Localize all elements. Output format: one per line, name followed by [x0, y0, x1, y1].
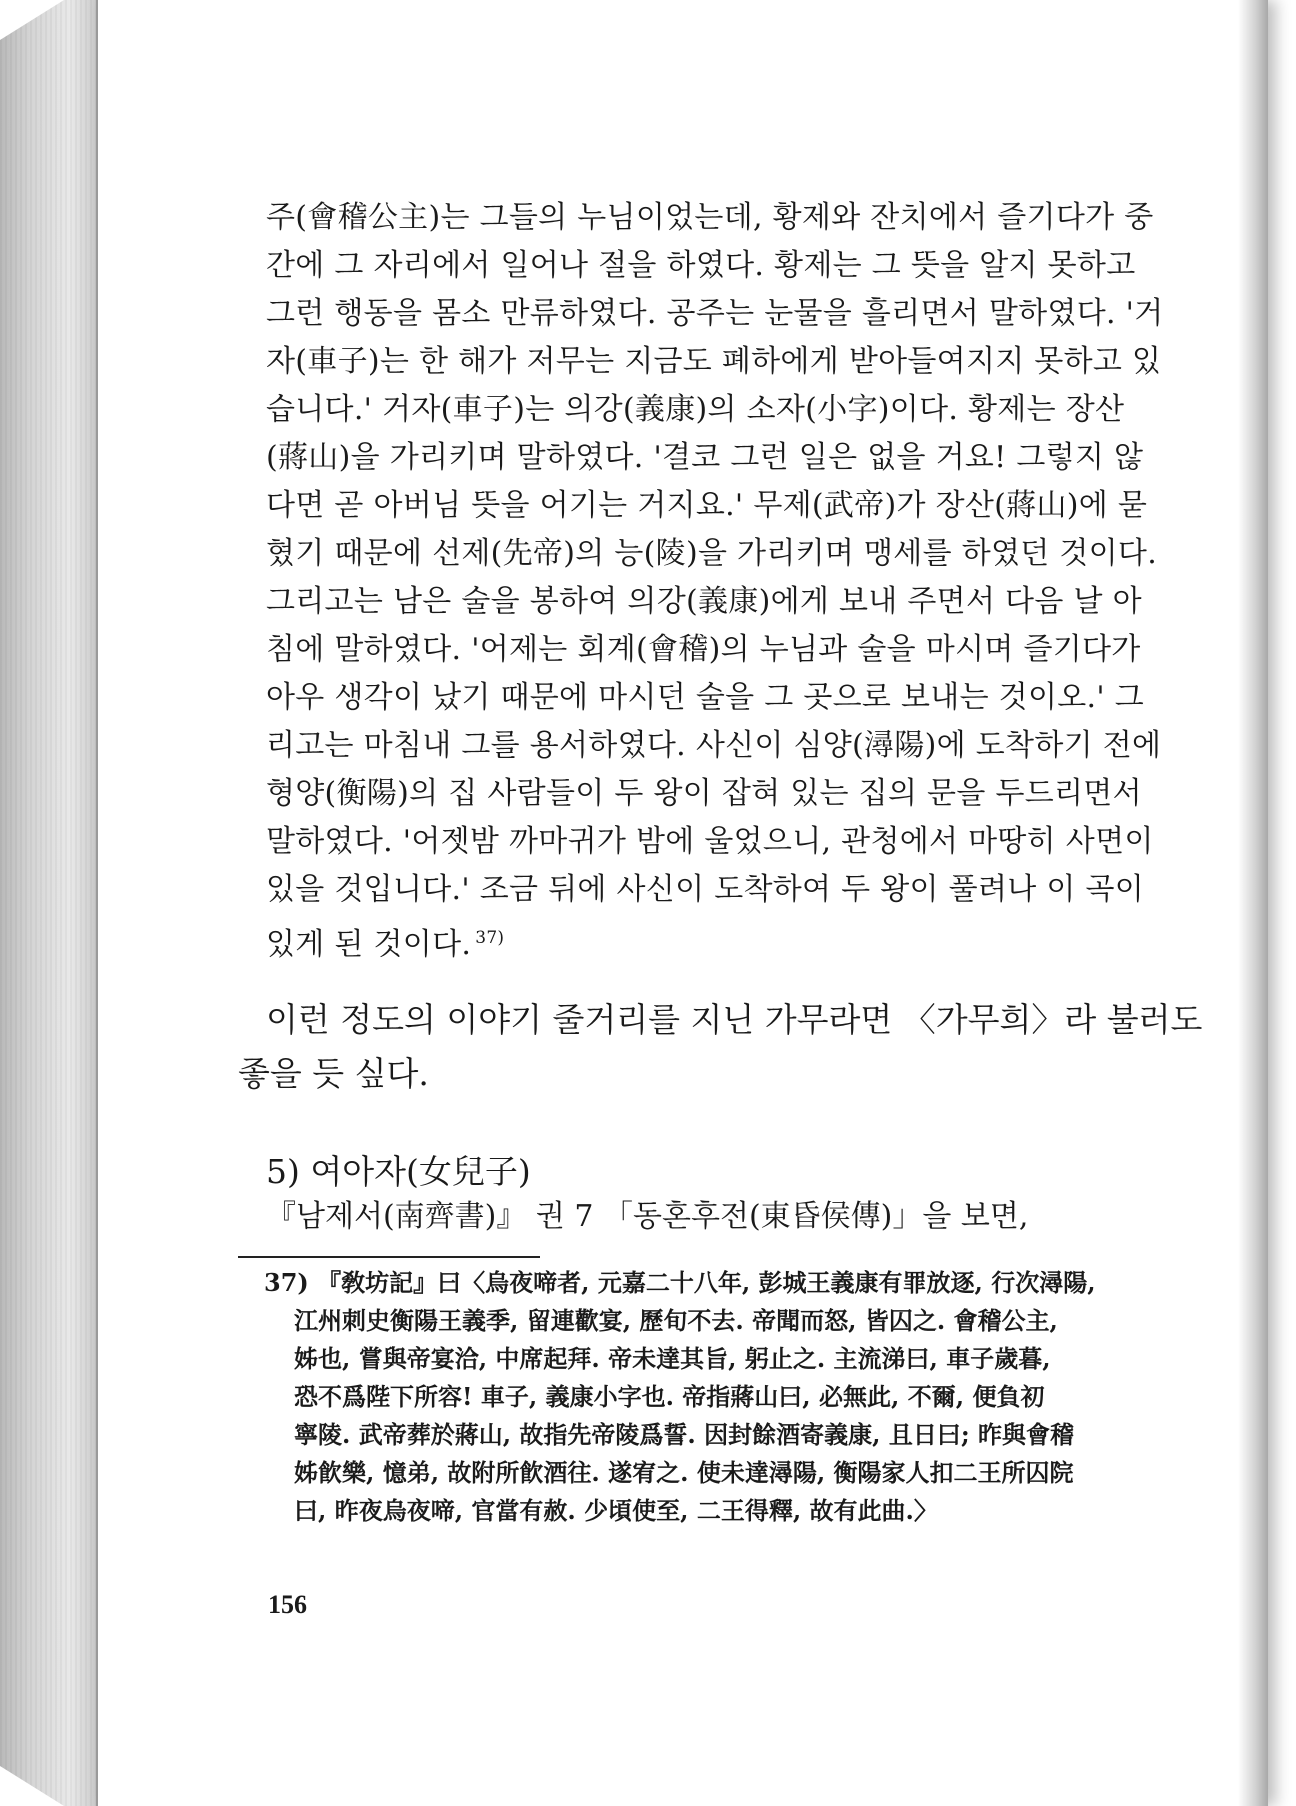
- footnote-line: 姊飮樂, 憶弟, 故附所飮酒往. 遂宥之. 使未達潯陽, 衡陽家人扣二王所囚院: [294, 1458, 1074, 1487]
- footnote-line: 恐不爲陛下所容! 車子, 義康小字也. 帝指蔣山曰, 必無此, 不爾, 便負初: [294, 1382, 1045, 1411]
- quote-line: 침에 말하였다. '어제는 회계(會稽)의 누님과 술을 마시며 즐기다가: [266, 632, 1141, 667]
- footnote-line: 姊也, 嘗與帝宴洽, 中席起拜. 帝未達其旨, 躬止之. 主流涕曰, 車子歲暮,: [294, 1344, 1051, 1373]
- quote-line: 그리고는 남은 술을 봉하여 의강(義康)에게 보내 주면서 다음 날 아: [266, 584, 1142, 619]
- quote-line: 다면 곧 아버님 뜻을 어기는 거지요.' 무제(武帝)가 장산(蔣山)에 묻: [266, 488, 1148, 523]
- quote-line: 아우 생각이 났기 때문에 마시던 술을 그 곳으로 보내는 것이오.' 그: [266, 680, 1145, 715]
- quote-line-text: 있게 된 것이다.: [266, 927, 472, 962]
- quote-line: 말하였다. '어젯밤 까마귀가 밤에 울었으니, 관청에서 마땅히 사면이: [266, 824, 1154, 859]
- quote-line: 자(車子)는 한 해가 저무는 지금도 폐하에게 받아들여지지 못하고 있: [266, 344, 1162, 379]
- quote-line: 그런 행동을 몸소 만류하였다. 공주는 눈물을 흘리면서 말하였다. '거: [266, 296, 1164, 331]
- section-intro: 『남제서(南齊書)』 권 7 「동혼후전(東昏侯傳)」을 보면,: [266, 1199, 1029, 1234]
- quote-line: 습니다.' 거자(車子)는 의강(義康)의 소자(小字)이다. 황제는 장산: [266, 392, 1125, 427]
- footnote-line: 江州刺史衡陽王義季, 留連歡宴, 歷旬不去. 帝聞而怒, 皆囚之. 會稽公主,: [294, 1306, 1058, 1335]
- page-content: [98, 0, 1268, 1806]
- book-page: [96, 0, 1268, 1806]
- quote-line-last: [266, 920, 504, 963]
- footnote-line: 曰, 昨夜烏夜啼, 官當有赦. 少頃使至, 二王得釋, 故有此曲.〉: [294, 1496, 938, 1525]
- body-line: 좋을 듯 싶다.: [238, 1054, 429, 1093]
- page-number: 156: [268, 1590, 307, 1619]
- body-line: 이런 정도의 이야기 줄거리를 지닌 가무라면 〈가무희〉라 불러도: [266, 1000, 1203, 1039]
- footnote-divider: [238, 1256, 540, 1258]
- quote-line: 형양(衡陽)의 집 사람들이 두 왕이 잡혀 있는 집의 문을 두드리면서: [266, 776, 1142, 811]
- quote-line: (蔣山)을 가리키며 말하였다. '결코 그런 일은 없을 거요! 그렇지 않: [266, 440, 1144, 475]
- section-heading: 5) 여아자(女兒子): [266, 1152, 531, 1191]
- quote-line: 간에 그 자리에서 일어나 절을 하였다. 황제는 그 뜻을 알지 못하고: [266, 248, 1136, 283]
- quote-line: 혔기 때문에 선제(先帝)의 능(陵)을 가리키며 맹세를 하였던 것이다.: [266, 536, 1158, 571]
- quote-line: 주(會稽公主)는 그들의 누님이었는데, 황제와 잔치에서 즐기다가 중: [266, 200, 1154, 235]
- quote-line: 있을 것입니다.' 조금 뒤에 사신이 도착하여 두 왕이 풀려나 이 곡이: [266, 872, 1145, 907]
- footnote-reference[interactable]: 37): [475, 928, 505, 948]
- footnote-line: 寧陵. 武帝葬於蔣山, 故指先帝陵爲誓. 因封餘酒寄義康, 且日曰; 昨與會稽: [294, 1420, 1075, 1449]
- quote-line: 리고는 마침내 그를 용서하였다. 사신이 심양(潯陽)에 도착하기 전에: [266, 728, 1162, 763]
- book-page-edges: [0, 0, 100, 1806]
- footnote-line: 37) 『敎坊記』曰〈烏夜啼者, 元嘉二十八年, 彭城王義康有罪放逐, 行次潯陽,: [264, 1268, 1096, 1297]
